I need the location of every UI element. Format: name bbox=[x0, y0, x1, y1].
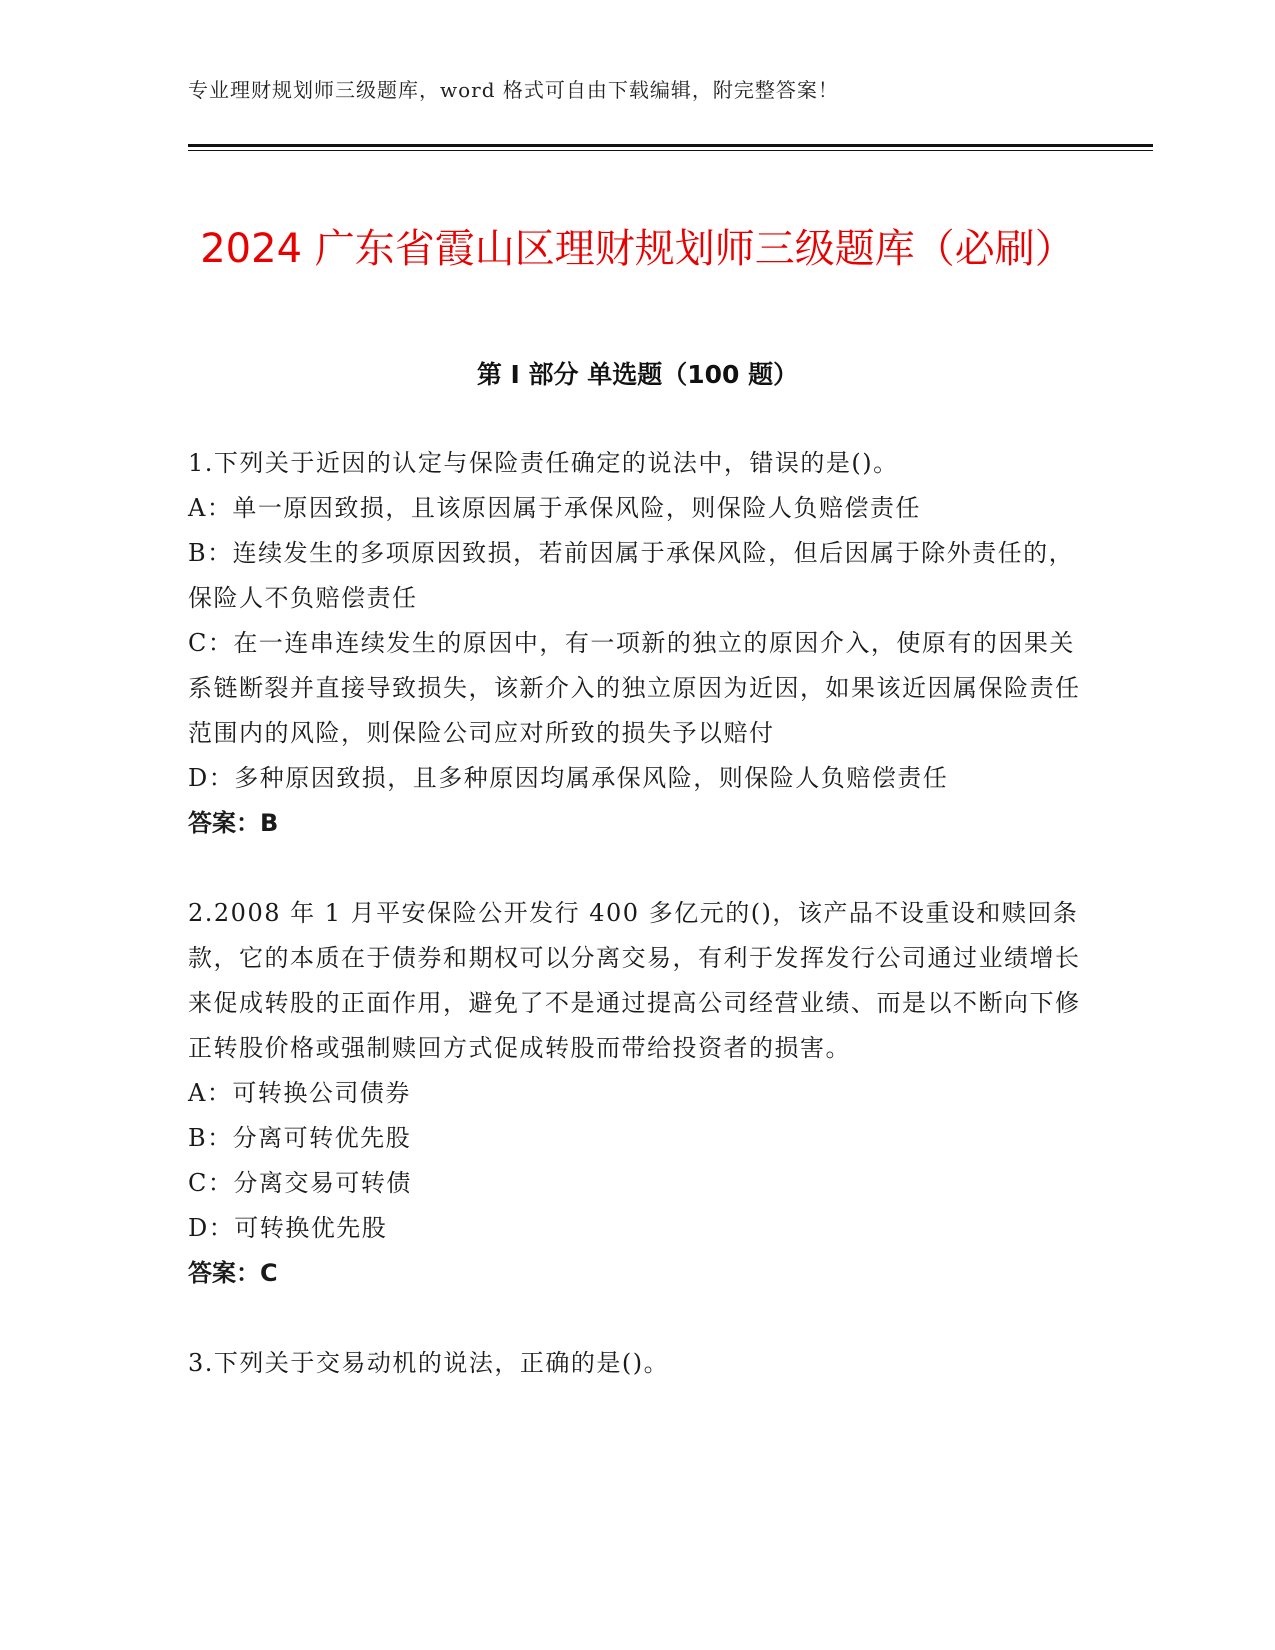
option-d: D：多种原因致损，且多种原因均属承保风险，则保险人负赔偿责任 bbox=[188, 764, 949, 792]
question-stem: 2.2008 年 1 月平安保险公开发行 400 多亿元的()，该产品不设重设和赎回条款，它的本质在于债券和期权可以分离交易，有利于发挥发行公司通过业绩增长来促成转股的正面作用，避免了不是通过提高公司经营业绩、而是以不断向下修正转股价格或强制赎回方式促成转股而带给投资者的损害。 bbox=[188, 899, 1081, 1062]
question-spacer bbox=[188, 846, 1088, 891]
question-item bbox=[188, 441, 1088, 846]
header-note: 专业理财规划师三级题库，word 格式可自由下载编辑，附完整答案！ bbox=[188, 78, 839, 102]
section-title: 第 I 部分 单选题（100 题） bbox=[476, 360, 799, 389]
answer: 答案：B bbox=[188, 809, 279, 837]
question-item bbox=[188, 891, 1088, 1296]
question-item bbox=[188, 1341, 1088, 1386]
option-a: A：单一原因致损，且该原因属于承保风险，则保险人负赔偿责任 bbox=[188, 494, 921, 522]
option-c: C：在一连串连续发生的原因中，有一项新的独立的原因介入，使原有的因果关系链断裂并直接导致损失，该新介入的独立原因为近因，如果该近因属保险责任范围内的风险，则保险公司应对所致的损失予以赔付 bbox=[188, 629, 1081, 747]
option-d: D：可转换优先股 bbox=[188, 1214, 388, 1242]
question-spacer bbox=[188, 1296, 1088, 1341]
header-rule-thin bbox=[188, 150, 1153, 151]
question-stem: 3.下列关于交易动机的说法，正确的是()。 bbox=[188, 1349, 670, 1377]
document-title: 2024 广东省霞山区理财规划师三级题库（必刷） bbox=[200, 225, 1075, 272]
answer: 答案：C bbox=[188, 1259, 278, 1287]
option-c: C：分离交易可转债 bbox=[188, 1169, 412, 1197]
option-b: B：连续发生的多项原因致损，若前因属于承保风险，但后因属于除外责任的，保险人不负赔偿责任 bbox=[188, 539, 1075, 612]
question-stem: 1.下列关于近因的认定与保险责任确定的说法中，错误的是()。 bbox=[188, 449, 899, 477]
option-b: B：分离可转优先股 bbox=[188, 1124, 412, 1152]
question-list bbox=[188, 441, 1088, 1386]
header-rule-thick bbox=[188, 144, 1153, 147]
option-a: A：可转换公司债券 bbox=[188, 1079, 411, 1107]
